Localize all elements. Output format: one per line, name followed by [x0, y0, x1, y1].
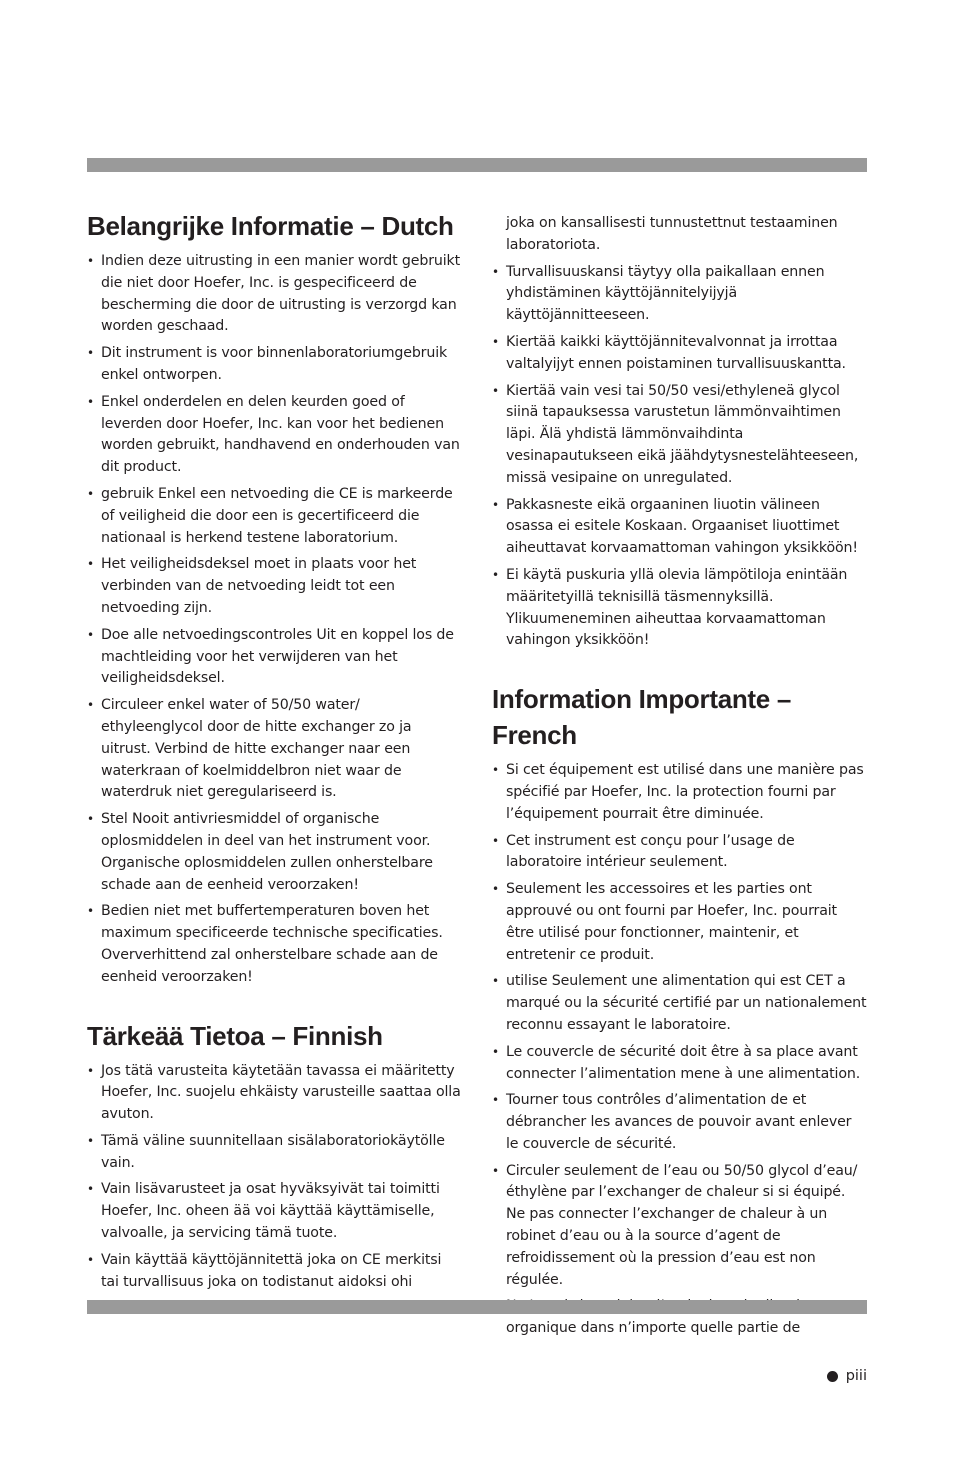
list-item: • Indien deze uitrusting in een manier wordt gebruikt die niet door Hoefer, Inc. is gespecificeerd de bescherming die door de uitrusting is verzorgd kan worden geschaad. — [87, 251, 463, 338]
page-footer — [827, 1368, 867, 1384]
top-divider-bar — [87, 158, 867, 172]
bullet-dot-icon — [827, 1371, 838, 1382]
french-list — [492, 760, 868, 1340]
list-item: • Ei käytä puskuria yllä olevia lämpötiloja enintään määritetyillä teknisillä täsmennyksillä. Ylikuumeneminen aiheuttaa korvaamattoman vahingon yksikköön! — [492, 565, 868, 652]
list-item: • Vain käyttää käyttöjännitettä joka on CE merkitsi tai turvallisuus joka on todistanut aidoksi ohi — [87, 1250, 463, 1294]
list-item: • Jos tätä varusteita käytetään tavassa ei määritetty Hoefer, Inc. suojelu ehkäisty varusteille saattaa olla avuton. — [87, 1061, 463, 1126]
list-item: • Circuleer enkel water of 50/50 water/ ethyleenglycol door de hitte exchanger zo ja uitrust. Verbind de hitte exchanger naar een waterkraan of koelmiddelbron niet waar de waterdruk niet geregulariseerd is. — [87, 695, 463, 804]
list-item: • utilise Seulement une alimentation qui est CET a marqué ou la sécurité certifié par un nationalement reconnu essayant le laboratoire. — [492, 971, 868, 1036]
list-item-continued: joka on kansallisesti tunnustettnut testaaminen laboratoriota. — [506, 215, 838, 253]
list-item: • Kiertää kaikki käyttöjännitevalvonnat ja irrottaa valtalyijyt ennen poistaminen turvallisuuskantta. — [492, 332, 868, 376]
list-item: • Enkel onderdelen en delen keurden goed of leverden door Hoefer, Inc. kan voor het bedienen worden gebruikt, handhavend en onderhouden van dit product. — [87, 392, 463, 479]
left-column — [87, 208, 463, 1298]
list-item: • Si cet équipement est utilisé dans une manière pas spécifié par Hoefer, Inc. la protection fourni par l’équipement pourrait être diminuée. — [492, 760, 868, 825]
dutch-list — [87, 251, 463, 989]
list-item: • Turvallisuuskansi täytyy olla paikallaan ennen yhdistäminen käyttöjännitelyijyjä käyttöjännitteeseen. — [492, 262, 868, 327]
list-item: • Stel Nooit antivriesmiddel of organische oplosmiddelen in deel van het instrument voor. Organische oplosmiddelen zullen onherstelbare schade aan de eenheid veroorzaken! — [87, 809, 463, 896]
list-item: • Dit instrument is voor binnenlaboratoriumgebruik enkel ontworpen. — [87, 343, 463, 387]
list-item: • Bedien niet met buffertemperaturen boven het maximum specificeerde technische specificaties. Oververhittend zal onherstelbare schade aan de eenheid veroorzaken! — [87, 901, 463, 988]
list-item: • Seulement les accessoires et les parties ont approuvé ou ont fourni par Hoefer, Inc. pourrait être utilisé pour fonctionner, maintenir, et entretenir ce produit. — [492, 879, 868, 966]
list-item: • Tämä väline suunnitellaan sisälaboratoriokäytölle vain. — [87, 1131, 463, 1175]
list-item: • Tourner tous contrôles d’alimentation de et débrancher les avances de pouvoir avant enlever le couvercle de sécurité. — [492, 1090, 868, 1155]
page-number: piii — [845, 1368, 867, 1384]
list-item: • organique dans n’importe quelle partie de — [492, 1296, 868, 1340]
finnish-list — [87, 1061, 463, 1294]
list-item: • Circuler seulement de l’eau ou 50/50 glycol d’eau/ éthylène par l’exchanger de chaleur si si équipé. Ne pas connecter l’exchanger de chaleur à un robinet d’eau ou à la source d’agent de refroidissement où la pression d’eau est non régulée. — [492, 1161, 868, 1292]
list-item: • Doe alle netvoedingscontroles Uit en koppel los de machtleiding voor het verwijderen van het veiligheidsdeksel. — [87, 625, 463, 690]
right-column — [492, 213, 868, 1345]
dutch-heading: Belangrijke Informatie – Dutch — [87, 211, 454, 241]
bottom-divider-bar — [87, 1300, 867, 1314]
list-item: • Pakkasneste eikä orgaaninen liuotin välineen osassa ei esitele Koskaan. Orgaaniset liuottimet aiheuttavat korvaamattoman vahingon yksikköön! — [492, 495, 868, 560]
list-item: • Le couvercle de sécurité doit être à sa place avant connecter l’alimentation mene à une alimentation. — [492, 1042, 868, 1086]
finnish-list-continued — [492, 213, 868, 652]
list-item: • gebruik Enkel een netvoeding die CE is markeerde of veiligheid die door een is gecertificeerd die nationaal is herkend testene laboratorium. — [87, 484, 463, 549]
list-item: • Kiertää vain vesi tai 50/50 vesi/ethyleneä glycol siinä tapauksessa varustetun lämmönvaihtimen läpi. Älä yhdistä lämmönvaihdinta vesinapautukseen eikä jäähdytysnestelähteeseen, missä vesipaine on unregulated. — [492, 381, 868, 490]
french-heading: Information Importante – French — [492, 684, 792, 751]
list-item: • Cet instrument est conçu pour l’usage de laboratoire intérieur seulement. — [492, 831, 868, 875]
finnish-heading: Tärkeää Tietoa – Finnish — [87, 1020, 383, 1051]
list-item: • Het veiligheidsdeksel moet in plaats voor het verbinden van de netvoeding leidt tot een netvoeding zijn. — [87, 554, 463, 619]
list-item: • Vain lisävarusteet ja osat hyväksyivät tai toimitti Hoefer, Inc. oheen ää voi käyttää käyttämiselle, valvoalle, ja servicing tämä tuote. — [87, 1179, 463, 1244]
